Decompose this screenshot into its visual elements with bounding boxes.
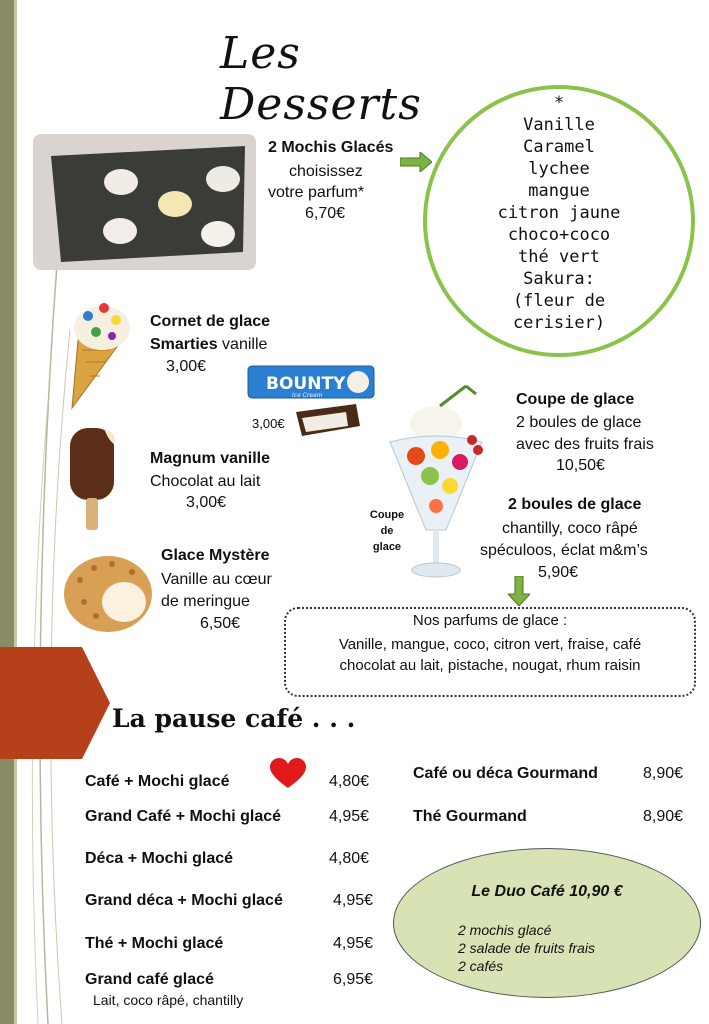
mochis-line2: votre parfum* [268,184,365,201]
mystere-line1: Vanille au cœur [161,571,272,588]
gourmand-item-name: Café ou déca Gourmand [413,765,598,782]
coupe-price: 10,50€ [556,457,605,474]
mochis-title: 2 Mochis Glacés [268,139,394,156]
mochi-plate-image [33,134,256,270]
bounty-price: 3,00€ [252,416,285,431]
cafe-item-name: Thé + Mochi glacé [85,935,224,952]
flavor-item: cerisier) [512,313,606,333]
left-decorative-stripe [14,0,17,1024]
flavors-asterisk: * [553,93,565,113]
flavors-list [423,92,695,334]
cornet-line2 [150,334,267,355]
cafe-item-price: 4,80€ [329,773,370,790]
cafe-item-price: 4,80€ [329,850,370,867]
heart-icon [270,758,306,790]
flavor-item: Vanille [523,115,595,135]
boules-title: 2 boules de glace [508,496,642,513]
mochis-price: 6,70€ [305,205,346,222]
coupe-title: Coupe de glace [516,391,635,408]
boules-line2: spéculoos, éclat m&m’s [480,542,648,559]
flavor-item: thé vert [518,247,600,267]
coupe-image-label-line: glace [372,541,402,553]
flavor-item: Sakura: [523,269,595,289]
mochis-line1: choisissez [289,163,363,180]
bounty-sub: Ice Cream [292,392,323,399]
cafe-item-name: Grand déca + Mochi glacé [85,892,283,909]
cornet-smarties: Smarties [150,336,218,353]
coupe-image-label-line: de [380,525,394,537]
ice-cream-cone-image [60,292,132,410]
bounty-brand: BOUNTY [266,374,346,394]
flavor-item: lychee [528,159,590,179]
gourmand-item-price: 8,90€ [643,765,684,782]
duo-cafe-line: 2 cafés [458,958,504,974]
cafe-item-price: 4,95€ [329,808,370,825]
flavor-item: citron jaune [497,203,621,223]
mystere-title: Glace Mystère [161,547,270,564]
duo-cafe-title: Le Duo Café 10,90 € [471,883,623,900]
gourmand-item-price: 8,90€ [643,808,684,825]
gourmand-item-name: Thé Gourmand [413,808,527,825]
flavor-item: choco+coco [507,225,611,245]
magnum-line1: Chocolat au lait [150,473,261,490]
grand-cafe-glace-note: Lait, coco râpé, chantilly [93,992,244,1008]
left-decorative-bar [0,0,14,1024]
duo-cafe-line: 2 salade de fruits frais [458,940,595,956]
duo-cafe-line: 2 mochis glacé [458,922,552,938]
parfums-line1: Vanille, mangue, coco, citron vert, fraise, café [338,636,642,653]
boules-price: 5,90€ [538,564,579,581]
cafe-item-name: Grand café glacé [85,971,214,988]
coupe-image-label [362,507,412,555]
cafe-item-name: Déca + Mochi glacé [85,850,234,867]
cafe-item-price: 4,95€ [333,892,374,909]
page-title: Les Desserts [220,28,422,130]
flavor-item: mangue [528,181,590,201]
mystere-price: 6,50€ [200,615,241,632]
magnum-title: Magnum vanille [150,450,271,467]
pause-cafe-title: La pause café . . . [112,704,356,733]
flavor-item: (fleur de [512,291,606,311]
boules-line1: chantilly, coco râpé [502,520,638,537]
cafe-item-name: Grand Café + Mochi glacé [85,808,282,825]
parfums-title: Nos parfums de glace : [412,612,568,629]
coupe-line2: avec des fruits frais [516,436,654,453]
magnum-image [60,424,124,534]
mystere-line2: de meringue [161,593,250,610]
magnum-price: 3,00€ [186,494,227,511]
arrow-down-icon [508,576,530,606]
section-pentagon-marker [0,647,110,759]
cornet-title: Cornet de glace [150,313,271,330]
cafe-item-name: Café + Mochi glacé [85,773,230,790]
cafe-item-price: 4,95€ [333,935,374,952]
cornet-price: 3,00€ [166,358,207,375]
glace-mystere-image [60,546,156,636]
cafe-item-price: 6,95€ [333,971,374,988]
parfums-line2: chocolat au lait, pistache, nougat, rhum raisin [339,657,641,674]
coupe-line1: 2 boules de glace [516,414,642,431]
coupe-image-label-line: Coupe [369,509,405,521]
flavor-item: Caramel [523,137,595,157]
cornet-suffix: vanille [217,336,268,353]
